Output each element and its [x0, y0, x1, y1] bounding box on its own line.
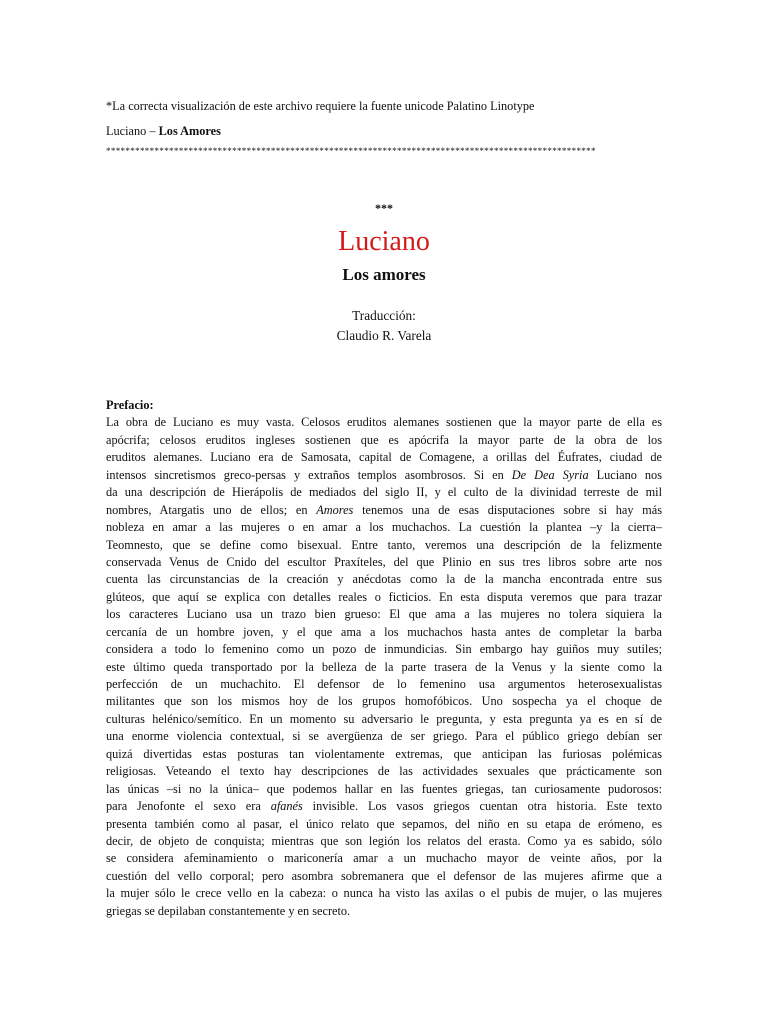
preface-heading: Prefacio:	[106, 398, 154, 412]
preface-line: da una descripción de Hierápolis de mediados del siglo II, y el culto de la divinidad terreste de mil	[106, 485, 662, 500]
preface-line-text: Luciano nos	[588, 467, 662, 482]
preface-line: quizá divertidas estas posturas tan violentamente extremas, que anticipan las furiosas polémicas	[106, 746, 662, 761]
work-title-italic: De Dea Syria	[511, 467, 589, 482]
page-subtitle: Los amores	[342, 265, 426, 284]
preface-line: presenta también como al pasar, el único relato que sepamos, del niño en su etapa de erómeno, es	[106, 816, 662, 831]
preface-line: se considera afeminamiento o mariconería amar a un muchacho mayor de veinte años, por la	[106, 851, 662, 866]
preface-line-text: intensos sincretismos greco-persas y extraños templos asombrosos. Si en	[106, 467, 504, 482]
preface-line: este último queda transportado por la belleza de la parte trasera de la Venus y la siente como la	[106, 659, 662, 674]
page-title: Luciano	[338, 226, 430, 257]
preface-line: Teomnesto, que se define como bisexual. Entre tanto, veremos una descripción de la felizmente	[106, 537, 662, 552]
font-notice: *La correcta visualización de este archivo requiere la fuente unicode Palatino Linotype	[106, 99, 535, 113]
preface-line: cercanía de un hombre joven, y el que ama a los muchachos hasta antes de completar la barba	[106, 624, 662, 639]
preface-line: perfección de un muchachito. El defensor de lo femenino usa argumentos heterosexualistas	[106, 677, 662, 692]
preface-line	[106, 798, 662, 815]
greek-term-italic: afanés	[270, 799, 303, 814]
preface-line: una enorme violencia contextual, si se avergüenza de ser griego. Para el público griego debían ser	[106, 729, 662, 744]
preface-line: griegas se depilaban constantemente y en secreto.	[106, 903, 351, 918]
preface-line: militantes que son los mismos hoy de los grupos homofóbicos. Uno sospecha ya el choque de	[106, 694, 662, 709]
preface-line	[106, 502, 662, 519]
asterisk-divider: *****************************************************************************************************	[106, 146, 596, 156]
running-head	[106, 123, 221, 139]
preface-line: apócrifa; celosos eruditos ingleses sostienen que es apócrifa la mayor parte de la obra de los	[106, 432, 662, 447]
preface-line: nobleza en amar a las mujeres o en amar a los muchachos. La cuestión la plantea –y la cierra–	[106, 520, 662, 535]
preface-line: la mujer sólo le crece vello en la cabeza: o nunca ha visto las axilas o el pubis de mujer, o las mujeres	[106, 886, 662, 901]
preface-line: cuestión del vello corporal; pero asombra sobremanera que el defensor de las mujeres afirme que a	[106, 868, 662, 883]
preface-line-text: nombres, Atargatis uno de ellos; en	[106, 502, 308, 517]
preface-line: glúteos, que aquí se explica con detalles reales o ficticios. En esta disputa veremos que para trazar	[106, 589, 662, 604]
preface-line-text: tenemos una de esas disputaciones sobre si hay más	[353, 502, 662, 517]
translator-name: Claudio R. Varela	[336, 328, 432, 343]
preface-section	[106, 397, 662, 920]
translation-label: Traducción:	[352, 308, 416, 323]
preface-line-text: para Jenofonte el sexo era	[106, 799, 261, 814]
preface-line-text: invisible. Los vasos griegos cuentan otra historia. Este texto	[302, 799, 662, 814]
preface-line	[106, 467, 662, 484]
preface-line: religiosas. Veteando el texto hay descripciones de las actividades sexuales que prácticamente son	[106, 764, 662, 779]
preface-line: los caracteres Luciano usa un trazo bien grueso: El que ama a las mujeres no tolera siquiera la	[106, 607, 662, 622]
preface-line: conservada Venus de Cnido del escultor Praxíteles, del que Plinio en sus tres libros sobre arte nos	[106, 554, 662, 569]
running-head-author: Luciano –	[106, 124, 159, 138]
preface-line: cuenta las circunstancias de la creación y anécdotas como la de la mancha encontrada entre sus	[106, 572, 662, 587]
preface-line: eruditos alemanes. Luciano era de Samosata, capital de Comagene, a orillas del Éufrates, ciudad de	[106, 450, 662, 465]
preface-line: las únicas –si no la única– que podemos hallar en las fuentes griegas, tan curiosamente pudorosos:	[106, 781, 662, 796]
preface-line: considera a todo lo femenino como un pozo de inmundicias. Sin embargo hay guiños muy sutiles;	[106, 642, 662, 657]
preface-line: La obra de Luciano es muy vasta. Celosos eruditos alemanes sostienen que la mayor parte de ella es	[106, 415, 662, 430]
preface-line: decir, de objeto de conquista; mientras que son legión los relatos del erasta. Como ya es sabido, sólo	[106, 833, 662, 848]
running-head-work: Los Amores	[158, 124, 221, 138]
work-title-italic: Amores	[316, 502, 354, 517]
preface-line: culturas helénico/semítico. En un momento su adversario le pregunta, y esta pregunta ya es en sí de	[106, 711, 662, 726]
section-stars: ***	[375, 201, 393, 215]
